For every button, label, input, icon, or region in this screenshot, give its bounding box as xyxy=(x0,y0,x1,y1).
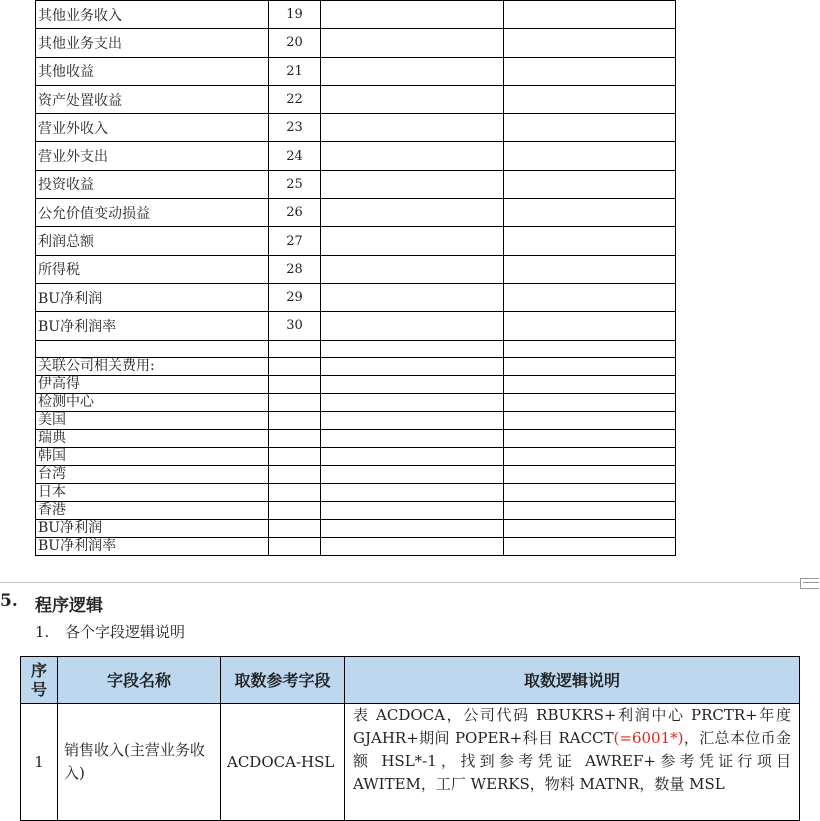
table-cell[interactable] xyxy=(504,357,676,375)
table-cell[interactable] xyxy=(321,255,504,283)
row-label: BU净利润率 xyxy=(36,537,269,555)
table-row xyxy=(36,429,676,447)
table-cell[interactable] xyxy=(504,429,676,447)
table-row xyxy=(36,519,676,537)
row-number: 28 xyxy=(269,255,321,283)
table-row xyxy=(36,142,676,170)
table-cell[interactable] xyxy=(504,375,676,393)
table-cell[interactable] xyxy=(269,537,321,555)
cell-field-name: 销售收入(主营业务收入) xyxy=(58,704,221,821)
row-label: 日本 xyxy=(36,483,269,501)
table-cell[interactable] xyxy=(321,519,504,537)
page-break-divider xyxy=(0,582,800,583)
table-cell[interactable] xyxy=(504,447,676,465)
table-cell[interactable] xyxy=(504,199,676,227)
table-cell[interactable] xyxy=(504,312,676,340)
table-cell[interactable] xyxy=(504,114,676,142)
table-cell[interactable] xyxy=(321,429,504,447)
cell-logic xyxy=(345,704,800,821)
row-number: 19 xyxy=(269,1,321,29)
row-label: 香港 xyxy=(36,501,269,519)
table-cell[interactable] xyxy=(321,340,504,357)
table-cell[interactable] xyxy=(504,170,676,198)
row-number: 27 xyxy=(269,227,321,255)
table-row xyxy=(36,29,676,57)
table-cell[interactable] xyxy=(504,227,676,255)
row-label: 其他业务支出 xyxy=(36,29,269,57)
table-cell[interactable] xyxy=(269,375,321,393)
row-label: 瑞典 xyxy=(36,429,269,447)
table-cell[interactable] xyxy=(504,519,676,537)
table-cell[interactable] xyxy=(269,519,321,537)
table-row xyxy=(36,57,676,85)
row-number: 22 xyxy=(269,85,321,113)
field-logic-table xyxy=(20,656,800,821)
table-cell[interactable] xyxy=(504,465,676,483)
table-cell[interactable] xyxy=(504,411,676,429)
table-cell[interactable] xyxy=(321,227,504,255)
table-cell[interactable] xyxy=(504,537,676,555)
subsection-number: 1. xyxy=(35,623,50,641)
table-cell[interactable] xyxy=(321,29,504,57)
table-cell[interactable] xyxy=(269,447,321,465)
table-cell[interactable] xyxy=(269,393,321,411)
table-cell[interactable] xyxy=(321,411,504,429)
table-cell[interactable] xyxy=(321,199,504,227)
table-cell[interactable] xyxy=(321,1,504,29)
row-number: 23 xyxy=(269,114,321,142)
table-cell[interactable] xyxy=(321,393,504,411)
row-label: 美国 xyxy=(36,411,269,429)
table-row xyxy=(36,85,676,113)
table-cell[interactable] xyxy=(321,57,504,85)
row-number: 29 xyxy=(269,283,321,311)
logic-text: 表 ACDOCA，公司代码 RBUKRS+利润中心 PRCTR+年度 GJAHR+期间 POPER+科目 RACCT xyxy=(353,706,791,747)
table-cell[interactable] xyxy=(269,429,321,447)
profit-table xyxy=(35,0,676,556)
table-row xyxy=(36,393,676,411)
row-label: BU净利润 xyxy=(36,283,269,311)
row-label: 韩国 xyxy=(36,447,269,465)
table-row xyxy=(36,170,676,198)
table-cell[interactable] xyxy=(504,255,676,283)
header-field-name: 字段名称 xyxy=(58,657,221,704)
table-cell[interactable] xyxy=(504,501,676,519)
table-row xyxy=(36,357,676,375)
table-cell[interactable] xyxy=(321,537,504,555)
header-ref-field: 取数参考字段 xyxy=(221,657,345,704)
row-label: 利润总额 xyxy=(36,227,269,255)
row-number: 24 xyxy=(269,142,321,170)
table-cell[interactable] xyxy=(269,411,321,429)
row-label: 关联公司相关费用: xyxy=(36,357,269,375)
table-cell[interactable] xyxy=(321,142,504,170)
table-row xyxy=(36,465,676,483)
table-cell[interactable] xyxy=(269,501,321,519)
table-row xyxy=(36,199,676,227)
table-cell[interactable] xyxy=(504,393,676,411)
table-cell[interactable] xyxy=(504,1,676,29)
subsection-heading xyxy=(35,621,185,642)
section-title: 程序逻辑 xyxy=(35,596,103,616)
row-label: BU净利润率 xyxy=(36,312,269,340)
row-label: 台湾 xyxy=(36,465,269,483)
table-row xyxy=(36,501,676,519)
table-row xyxy=(36,411,676,429)
table-row xyxy=(36,375,676,393)
row-label: 检测中心 xyxy=(36,393,269,411)
table-cell[interactable] xyxy=(321,114,504,142)
row-label: 营业外收入 xyxy=(36,114,269,142)
table-row xyxy=(36,255,676,283)
table-cell[interactable] xyxy=(321,447,504,465)
table-cell[interactable] xyxy=(321,312,504,340)
row-label: 营业外支出 xyxy=(36,142,269,170)
row-label: BU净利润 xyxy=(36,519,269,537)
table-row-blank xyxy=(36,340,676,357)
logic-highlight: (=6001*) xyxy=(613,729,684,747)
table-cell[interactable] xyxy=(321,465,504,483)
row-number: 25 xyxy=(269,170,321,198)
row-label: 其他业务收入 xyxy=(36,1,269,29)
table-row xyxy=(36,312,676,340)
logic-text-continued: ，汇总本位币金额 HSL*-1，找到参考凭证 AWREF+参考凭证行项目 AWITEM，工厂 WERKS，物料 MATNR，数量 MSL xyxy=(353,729,791,793)
header-logic: 取数逻辑说明 xyxy=(345,657,800,704)
table-cell[interactable] xyxy=(504,85,676,113)
table-cell[interactable] xyxy=(269,340,321,357)
row-number: 30 xyxy=(269,312,321,340)
table-header-row xyxy=(21,657,800,704)
table-cell[interactable] xyxy=(321,170,504,198)
table-row xyxy=(36,537,676,555)
table-cell[interactable] xyxy=(321,483,504,501)
row-label: 伊高得 xyxy=(36,375,269,393)
table-cell[interactable] xyxy=(321,283,504,311)
table-row xyxy=(36,483,676,501)
row-label: 投资收益 xyxy=(36,170,269,198)
table-cell[interactable] xyxy=(504,483,676,501)
table-cell[interactable] xyxy=(504,142,676,170)
page-break-marker-icon xyxy=(800,578,819,589)
table-cell[interactable] xyxy=(321,375,504,393)
row-label: 公允价值变动损益 xyxy=(36,199,269,227)
table-cell[interactable] xyxy=(269,483,321,501)
row-number: 21 xyxy=(269,57,321,85)
table-row xyxy=(36,227,676,255)
row-number: 20 xyxy=(269,29,321,57)
table-cell[interactable] xyxy=(504,57,676,85)
table-cell[interactable] xyxy=(321,85,504,113)
table-row xyxy=(36,1,676,29)
row-label: 所得税 xyxy=(36,255,269,283)
table-row xyxy=(36,447,676,465)
table-cell[interactable] xyxy=(504,340,676,357)
section-number: 5. xyxy=(0,591,18,611)
table-row xyxy=(36,114,676,142)
table-row xyxy=(36,283,676,311)
table-cell[interactable] xyxy=(321,357,504,375)
cell-ref-field: ACDOCA-HSL xyxy=(221,704,345,821)
table-row xyxy=(21,704,800,821)
subsection-title: 各个字段逻辑说明 xyxy=(65,623,186,641)
table-cell[interactable] xyxy=(504,29,676,57)
table-cell[interactable] xyxy=(36,340,269,357)
table-cell[interactable] xyxy=(321,501,504,519)
row-number: 26 xyxy=(269,199,321,227)
table-cell[interactable] xyxy=(269,357,321,375)
header-seq: 序号 xyxy=(21,657,58,704)
row-label: 其他收益 xyxy=(36,57,269,85)
cell-seq: 1 xyxy=(21,704,58,821)
table-cell[interactable] xyxy=(269,465,321,483)
row-label: 资产处置收益 xyxy=(36,85,269,113)
table-cell[interactable] xyxy=(504,283,676,311)
